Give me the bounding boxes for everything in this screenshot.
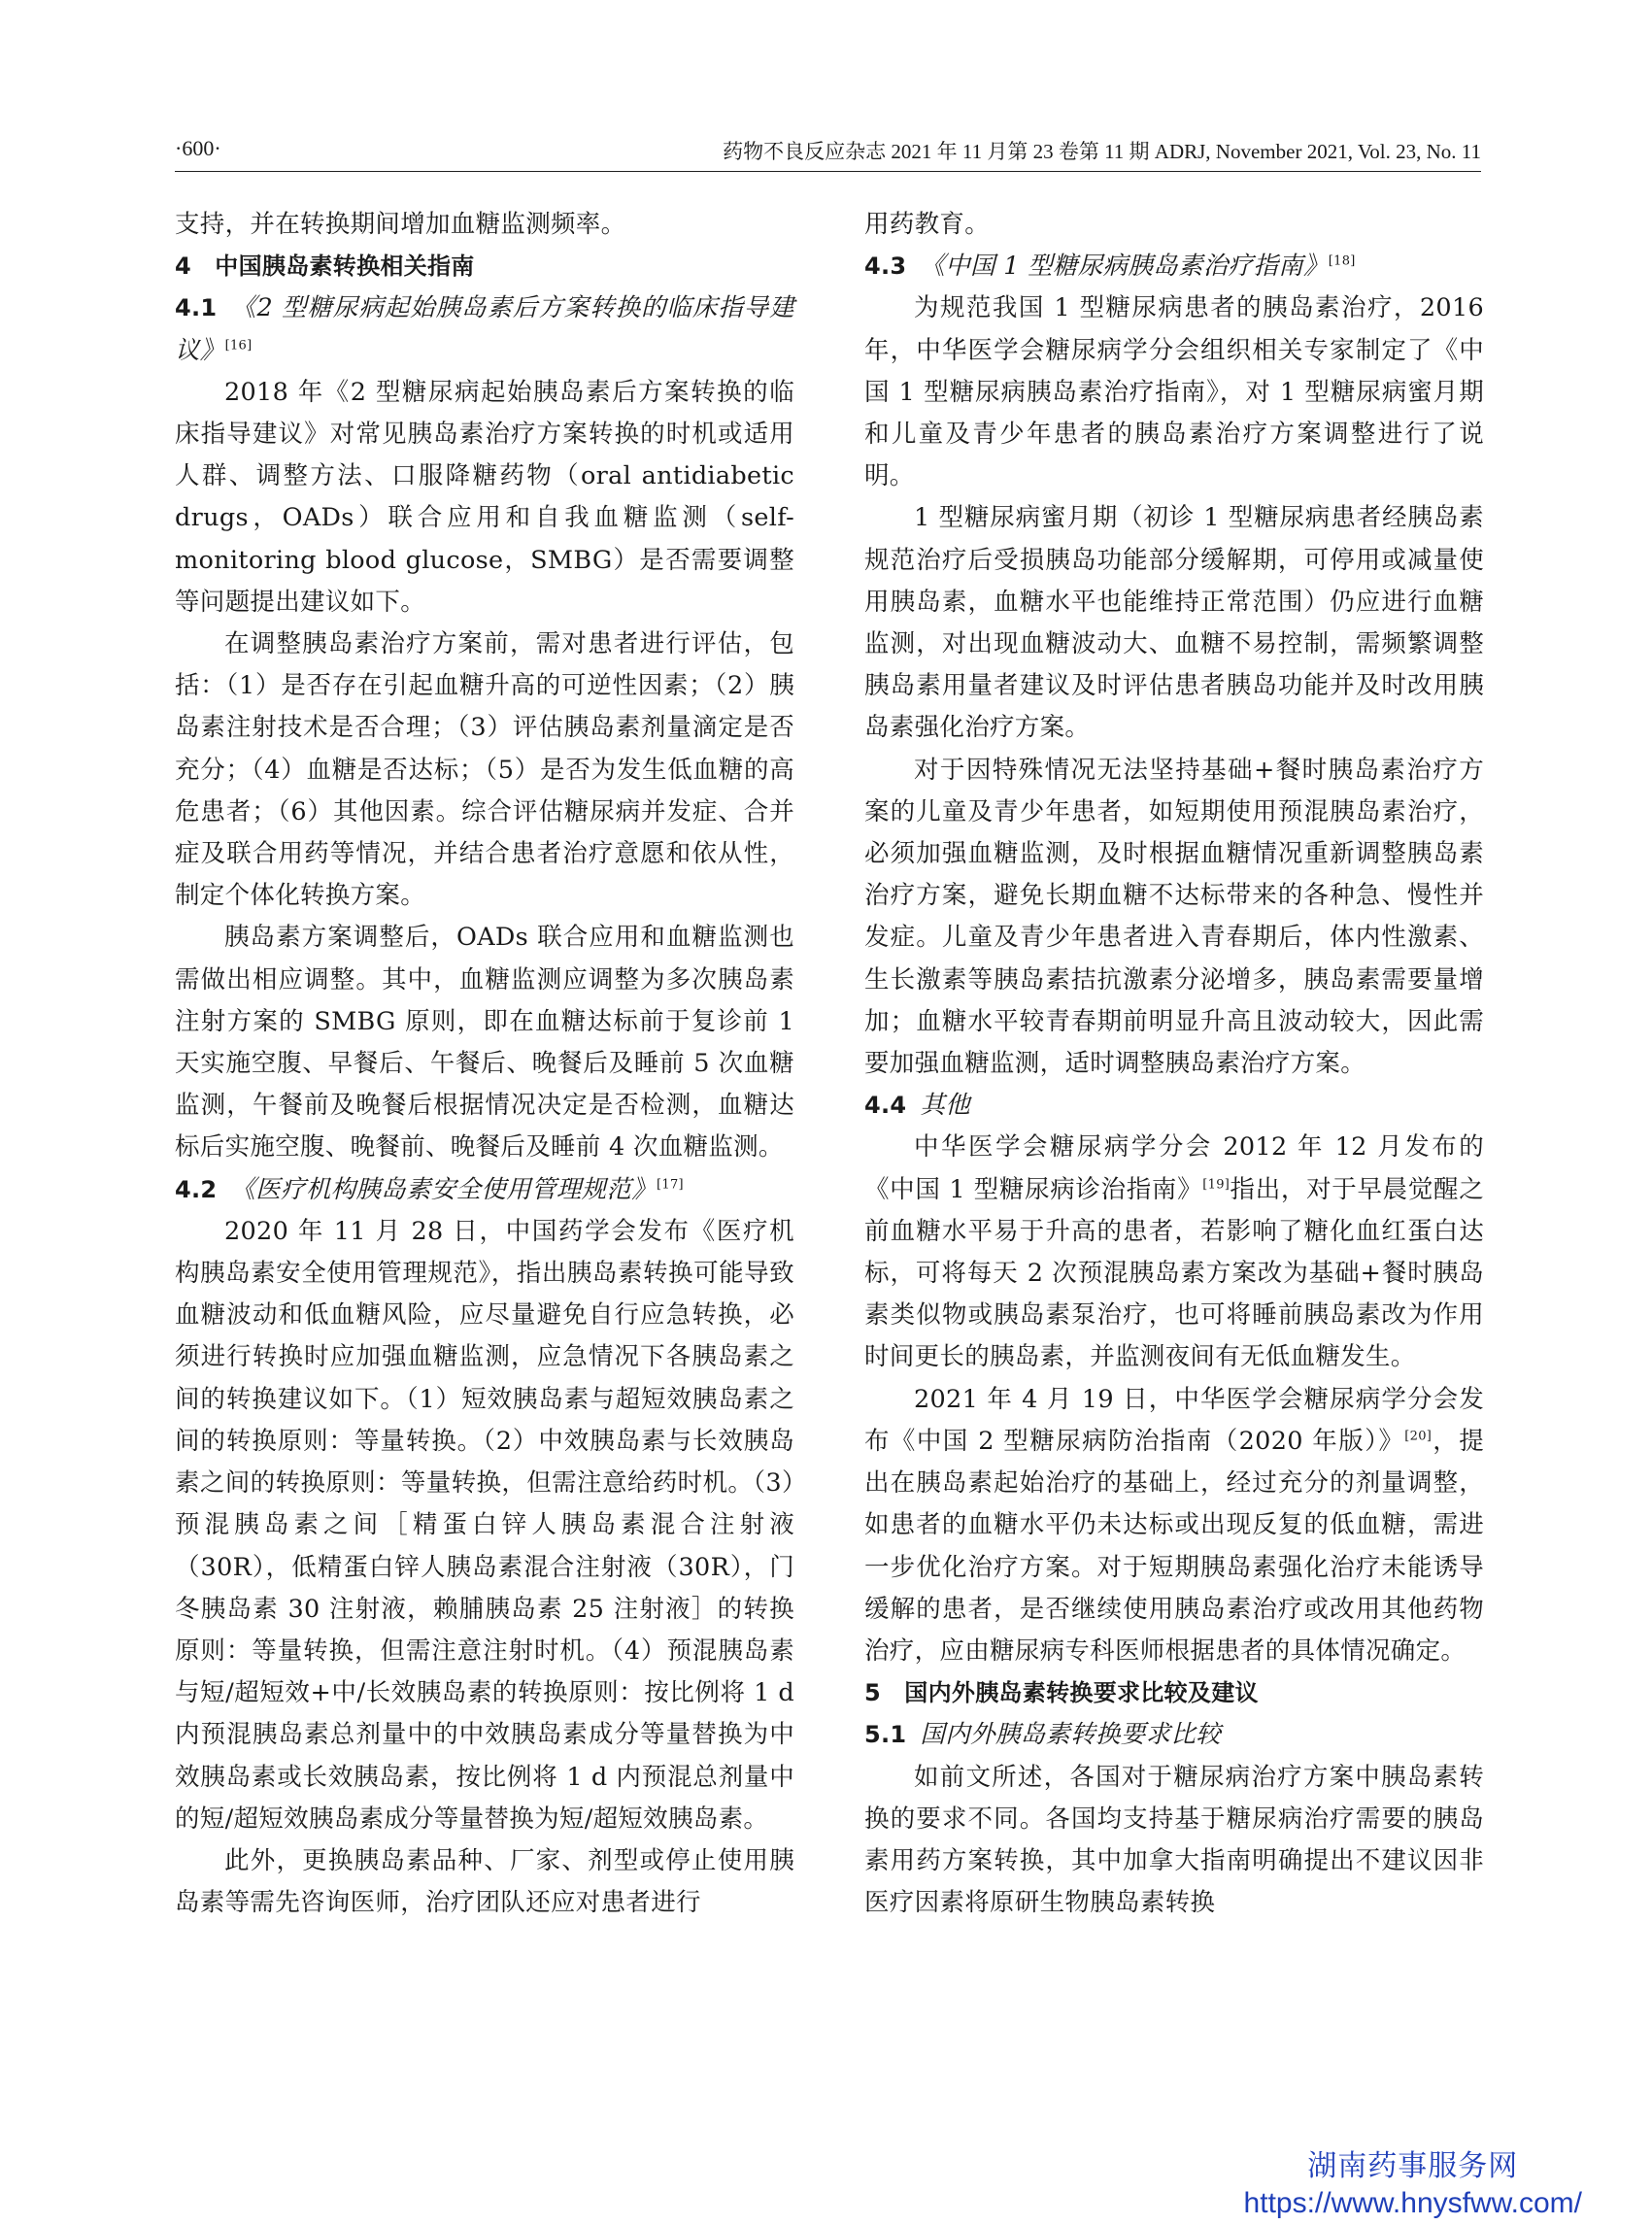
section-4-1-heading	[175, 287, 794, 371]
section-4-2-heading	[175, 1169, 794, 1211]
section-4-3-heading	[864, 246, 1484, 287]
section-title: 国内外胰岛素转换要求比较	[920, 1720, 1222, 1750]
paragraph	[864, 1379, 1484, 1672]
running-title: 药物不良反应杂志 2021 年 11 月第 23 卷第 11 期 ADRJ, November 2021, Vol. 23, No. 11	[723, 140, 1481, 163]
paragraph: 2020 年 11 月 28 日，中国药学会发布《医疗机构胰岛素安全使用管理规范》，指出胰岛素转换可能导致血糖波动和低血糖风险，应尽量避免自行应急转换，必须进行转换时应加强血糖监测，应急情况下各胰岛素之间的转换建议如下。（1）短效胰岛素与超短效胰岛素之间的转换原则：等量转换。（2）中效胰岛素与长效胰岛素之间的转换原则：等量转换，但需注意给药时机。（3）预混胰岛素之间［精蛋白锌人胰岛素混合注射液（30R），低精蛋白锌人胰岛素混合注射液（30R），门冬胰岛素 30 注射液，赖脯胰岛素 25 注射液］的转换原则：等量转换，但需注意注射时机。（4）预混胰岛素与短/超短效+中/长效胰岛素的转换原则：按比例将 1 d 内预混胰岛素总剂量中的中效胰岛素成分等量替换为中效胰岛素或长效胰岛素，按比例将 1 d 内预混总剂量中的短/超短效胰岛素成分等量替换为短/超短效胰岛素。	[175, 1216, 794, 1834]
paragraph-continued: 用药教育。	[864, 210, 991, 239]
paragraph: 2018 年《2 型糖尿病起始胰岛素后方案转换的临床指导建议》对常见胰岛素治疗方案转换的时机或适用人群、调整方法、口服降糖药物（oral antidiabetic drugs，OADs）联合应用和自我血糖监测（self-monitoring blood glucose，SMBG）是否需要调整等问题提出建议如下。	[175, 377, 794, 617]
section-number: 4.4	[864, 1092, 907, 1120]
section-number: 4.2	[175, 1175, 218, 1203]
section-number: 4.3	[864, 253, 907, 281]
paragraph: 1 型糖尿病蜜月期（初诊 1 型糖尿病患者经胰岛素规范治疗后受损胰岛功能部分缓解期，可停用或减量使用胰岛素，血糖水平也能维持正常范围）仍应进行血糖监测，对出现血糖波动大、血糖不易控制，需频繁调整胰岛素用量者建议及时评估患者胰岛功能并及时改用胰岛素强化治疗方案。	[864, 503, 1484, 743]
section-number: 5.1	[864, 1721, 907, 1749]
section-5-1-heading	[864, 1714, 1484, 1756]
section-title: 《中国 1 型糖尿病胰岛素治疗指南》	[920, 252, 1329, 282]
paragraph: 对于因特殊情况无法坚持基础+餐时胰岛素治疗方案的儿童及青少年患者，如短期使用预混胰岛素治疗，必须加强血糖监测，及时根据血糖情况重新调整胰岛素治疗方案，避免长期血糖不达标带来的各种急、慢性并发症。儿童及青少年患者进入青春期后，体内性激素、生长激素等胰岛素拮抗激素分泌增多，胰岛素需要量增加；血糖水平较青春期前明显升高且波动较大，因此需要加强血糖监测，适时调整胰岛素治疗方案。	[864, 755, 1484, 1079]
citation-ref[interactable]: [16]	[224, 338, 253, 354]
section-4-4-heading	[864, 1085, 1484, 1127]
paragraph	[864, 1127, 1484, 1378]
section-title: 《医疗机构胰岛素安全使用管理规范》	[230, 1174, 657, 1204]
section-number: 4.1	[175, 294, 218, 322]
text-run: 2021 年 4 月 19 日，中华医学会糖尿病学分会发布《中国 2 型糖尿病防治指南（2020 年版）》	[864, 1384, 1484, 1456]
citation-ref[interactable]: [17]	[657, 1177, 684, 1193]
paragraph: 此外，更换胰岛素品种、厂家、剂型或停止使用胰岛素等需先咨询医师，治疗团队还应对患者进行	[175, 1845, 794, 1918]
section-4-heading: 4 中国胰岛素转换相关指南	[175, 253, 475, 281]
text-run: 中华医学会糖尿病学分会 2012 年 12 月发布的《中国 1 型糖尿病诊治指南》	[864, 1132, 1484, 1204]
watermark-url[interactable]: https://www.hnysfww.com/	[1243, 2187, 1582, 2219]
section-title: 其他	[920, 1091, 971, 1121]
section-title: 《2 型糖尿病起始胰岛素后方案转换的临床指导建议》	[175, 293, 794, 365]
paragraph: 如前文所述，各国对于糖尿病治疗方案中胰岛素转换的要求不同。各国均支持基于糖尿病治疗需要的胰岛素用药方案转换，其中加拿大指南明确提出不建议因非医疗因素将原研生物胰岛素转换	[864, 1762, 1484, 1918]
paragraph: 在调整胰岛素治疗方案前，需对患者进行评估，包括：（1）是否存在引起血糖升高的可逆性因素；（2）胰岛素注射技术是否合理；（3）评估胰岛素剂量滴定是否充分；（4）血糖是否达标；（5）是否为发生低血糖的高危患者；（6）其他因素。综合评估糖尿病并发症、合并症及联合用药等情况，并结合患者治疗意愿和依从性，制定个体化转换方案。	[175, 629, 794, 911]
citation-ref[interactable]: [19]	[1202, 1177, 1231, 1193]
section-5-heading: 5 国内外胰岛素转换要求比较及建议	[864, 1679, 1259, 1707]
citation-ref[interactable]: [20]	[1404, 1429, 1433, 1444]
paragraph: 为规范我国 1 型糖尿病患者的胰岛素治疗，2016 年，中华医学会糖尿病学分会组织相关专家制定了《中国 1 型糖尿病胰岛素治疗指南》，对 1 型糖尿病蜜月期和儿童及青少年患者的胰岛素治疗方案调整进行了说明。	[864, 293, 1484, 491]
watermark	[1244, 2148, 1582, 2222]
right-column	[864, 204, 1484, 1924]
text-run: 指出，对于早晨觉醒之前血糖水平易于升高的患者，若影响了糖化血红蛋白达标，可将每天 2 次预混胰岛素方案改为基础+餐时胰岛素类似物或胰岛素泵治疗，也可将睡前胰岛素改为作用时间更长的胰岛素，并监测夜间有无低血糖发生。	[864, 1174, 1484, 1372]
paragraph-continued: 支持，并在转换期间增加血糖监测频率。	[175, 210, 626, 239]
left-column	[175, 204, 794, 1924]
paragraph: 胰岛素方案调整后，OADs 联合应用和血糖监测也需做出相应调整。其中，血糖监测应调整为多次胰岛素注射方案的 SMBG 原则，即在血糖达标前于复诊前 1 天实施空腹、早餐后、午餐后、晚餐后及睡前 5 次血糖监测，午餐前及晚餐后根据情况决定是否检测，血糖达标后实施空腹、晚餐前、晚餐后及睡前 4 次血糖监测。	[175, 923, 794, 1163]
page-number: ·600·	[175, 136, 221, 160]
watermark-site-name: 湖南药事服务网	[1307, 2150, 1519, 2182]
citation-ref[interactable]: [18]	[1328, 253, 1356, 269]
page-header	[175, 136, 1481, 172]
text-run: ，提出在胰岛素起始治疗的基础上，经过充分的剂量调整，如患者的血糖水平仍未达标或出现反复的低血糖，需进一步优化治疗方案。对于短期胰岛素强化治疗未能诱导缓解的患者，是否继续使用胰岛素治疗或改用其他药物治疗，应由糖尿病专科医师根据患者的具体情况确定。	[864, 1426, 1484, 1666]
